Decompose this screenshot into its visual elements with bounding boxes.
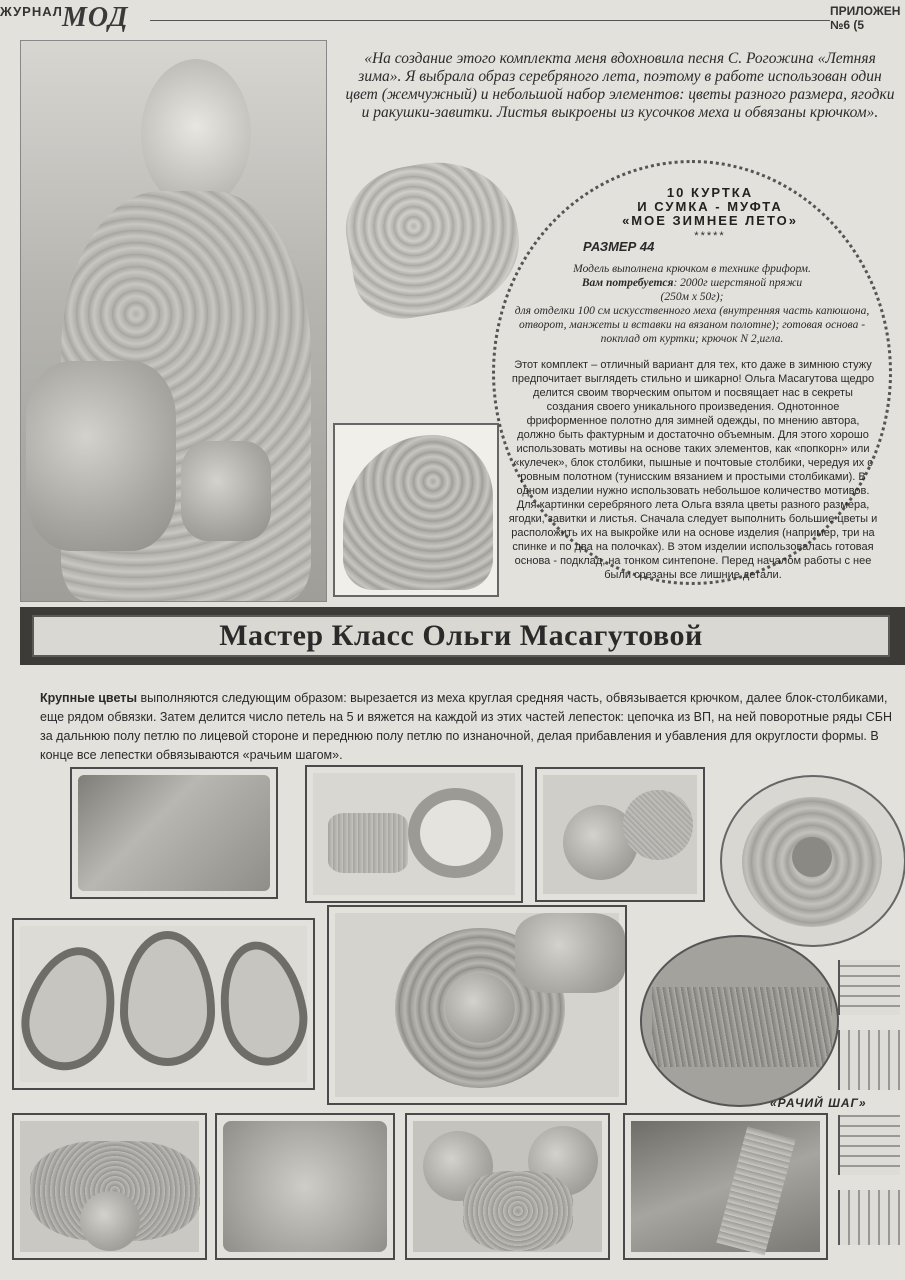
step-photo-5-three-petals (12, 918, 315, 1090)
crab-stitch-label: «РАЧИЙ ШАГ» (770, 1096, 867, 1110)
masterclass-instructions (40, 689, 895, 765)
model-title-line2: И СУМКА - МУФТА (637, 199, 783, 214)
step-photo-8 (12, 1113, 207, 1260)
issue-number: №6 (5 (830, 18, 865, 32)
step-photo-2-edging (305, 765, 523, 903)
bag-muff-photo (338, 148, 528, 333)
petal-3 (210, 935, 315, 1073)
petal-2 (120, 931, 215, 1066)
stitch-diagram-4 (838, 1190, 900, 1245)
model-title (580, 186, 840, 228)
step-photo-7-hook-circle (640, 935, 839, 1107)
bag-shape (338, 149, 528, 326)
instructions-body: выполняются следующим образом: вырезается из меха круглая средняя часть, обвязывается крючком, далее блок-столбиками, еще рядом обвязки. Затем делится число петель на 5 и вяжется на каждой из этих частей лепесток: цепочка из ВП, на ней поворотные ряды СБН за дальнюю полу петлю по лицевой стороне и переднюю полу петлю по изнаночной, делая прибавления и убавления для округлости формы. В конце все лепестки обвязываются «рачьим шагом». (40, 691, 892, 762)
petal-1 (10, 936, 129, 1080)
step-photo-6-finished-flower (327, 905, 627, 1105)
stitch-diagram-2 (838, 1030, 900, 1090)
step-photo-1-fur-center (70, 767, 278, 899)
step-photo-9 (215, 1113, 395, 1260)
model-title-line1: 10 КУРТКА (666, 185, 754, 200)
fur-cuff (181, 441, 271, 541)
materials-label: Вам потребуется (581, 277, 674, 289)
issue-label (830, 4, 900, 32)
hood-shape (343, 435, 493, 590)
header-rule (150, 20, 830, 21)
stitch-diagram-1 (838, 960, 900, 1015)
magazine-logo: МОД (62, 2, 129, 33)
instructions-lead: Крупные цветы (40, 691, 138, 705)
hood-detail-photo (333, 423, 499, 597)
rating-stars: ***** (694, 230, 726, 242)
materials-text (512, 262, 872, 346)
size-label: РАЗМЕР 44 (583, 239, 655, 254)
model-head (141, 59, 251, 209)
yarn-amount: : 2000г шерстяной пряжи (673, 277, 803, 289)
model-photo (20, 40, 327, 602)
step-photo-10 (405, 1113, 610, 1260)
step-photo-11 (623, 1113, 828, 1260)
fur-muff (26, 361, 176, 551)
model-description: Этот комплект – отличный вариант для тех, кто даже в зимнюю стужу предпочитает выглядеть стильно и шикарно! Ольга Масагутова щедро делится своим творческим опытом и посвящает нас в секреты создания своего уникального произведения. Однотонное фриформенное полотно для зимней одежды, по мнению автора, должно быть фактурным и достаточно объемным. Для этого хорошо использовать мотивы на основе таких элементов, как «попкорн» или «кулечек», блок столбики, пышные и почтовые столбики, чередуя их с ровным полотном (тунисским вязанием и простыми столбиками). В одном изделии нужно использовать небольшое количество мотивов. Для картинки серебряного лета Ольга взяла цветы разного размера, ягодки, завитки и листья. Сначала следует выполнить большие цветы и расположить их на выкройке или на основе изделия (например, три на спинке и по два на полочках). В этом изделии использовалась готовая основа - подклад, на тонком синтепоне. Перед началом работы с нее были срезаны все лишние детали. (508, 359, 878, 581)
stitch-diagram-3 (838, 1115, 900, 1175)
fur-and-tools: для отделки 100 см искусственного меха (внутренняя часть капюшона, отворот, манжеты и вставки на вязаном полотне); готовая основа - покплад от куртки; крючок N 2,игла. (514, 305, 870, 345)
masterclass-title: Мастер Класс Ольги Масагутовой (219, 619, 703, 652)
designer-quote: «На создание этого комплекта меня вдохновила песня С. Рогожина «Летняя зима». Я выбрала образ серебряного лета, поэтому в работе использован один цвет (жемчужный) и небольшой набор элементов: цветы разного размера, ягодки и ракушки-завитки. Листья выкроены из кусочков меха и обвязаны крючком». (345, 50, 895, 121)
step-photo-3-petals (535, 767, 705, 902)
step-photo-4-flower-circle (720, 775, 905, 947)
technique-line: Модель выполнена крючком в технике фриформ. (573, 263, 811, 275)
magazine-logo-small: ЖУРНАЛ (0, 4, 63, 19)
yarn-spec: (250м х 50г); (660, 291, 724, 303)
supplement-label: ПРИЛОЖЕН (830, 4, 901, 18)
model-title-line3: «МОЕ ЗИМНЕЕ ЛЕТО» (622, 213, 798, 228)
